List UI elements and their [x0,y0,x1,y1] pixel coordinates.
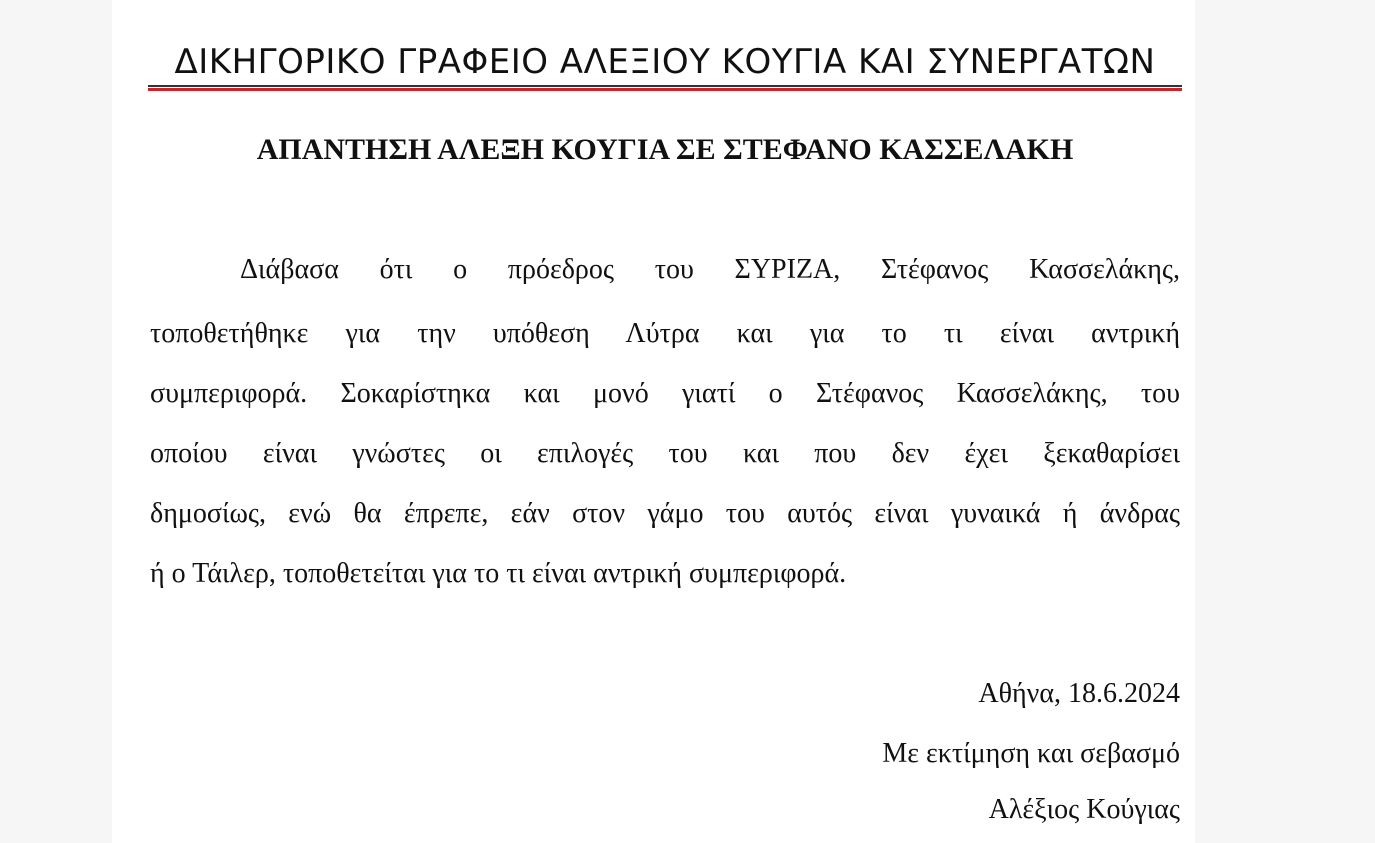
body-line: οποίου είναι γνώστες οι επιλογές του και που δεν έχει ξεκαθαρίσει [150,438,1180,469]
letterhead-rule-dark [148,85,1182,87]
body-line: Διάβασα ότι ο πρόεδρος του ΣΥΡΙΖΑ, Στέφανος Κασσελάκης, [240,254,1180,285]
document-subject: ΑΠΑΝΤΗΣΗ ΑΛΕΞΗ ΚΟΥΓΙΑ ΣΕ ΣΤΕΦΑΝΟ ΚΑΣΣΕΛΑΚΗ [256,133,1074,166]
body-line: συμπεριφορά. Σοκαρίστηκα και μονό γιατί ο Στέφανος Κασσελάκης, του [150,378,1180,409]
body-line: δημοσίως, ενώ θα έπρεπε, εάν στον γάμο του αυτός είναι γυναικά ή άνδρας [150,498,1180,529]
left-margin-shade [0,0,112,843]
body-line: τοποθετήθηκε για την υπόθεση Λύτρα και για το τι είναι αντρική [150,318,1180,349]
right-margin-shade [1195,0,1375,843]
letterhead-rule-red [148,88,1182,91]
letterhead-title: ΔΙΚΗΓΟΡΙΚΟ ΓΡΑΦΕΙΟ ΑΛΕΞΙΟΥ ΚΟΥΓΙΑ ΚΑΙ ΣΥΝΕΡΓΑΤΩΝ [174,42,1156,82]
signature-place-date: Αθήνα, 18.6.2024 [978,678,1180,709]
signature-name: Αλέξιος Κούγιας [988,794,1180,825]
body-line: ή ο Τάιλερ, τοποθετείται για το τι είναι αντρική συμπεριφορά. [150,558,847,589]
signature-closing: Με εκτίμηση και σεβασμό [882,738,1180,769]
